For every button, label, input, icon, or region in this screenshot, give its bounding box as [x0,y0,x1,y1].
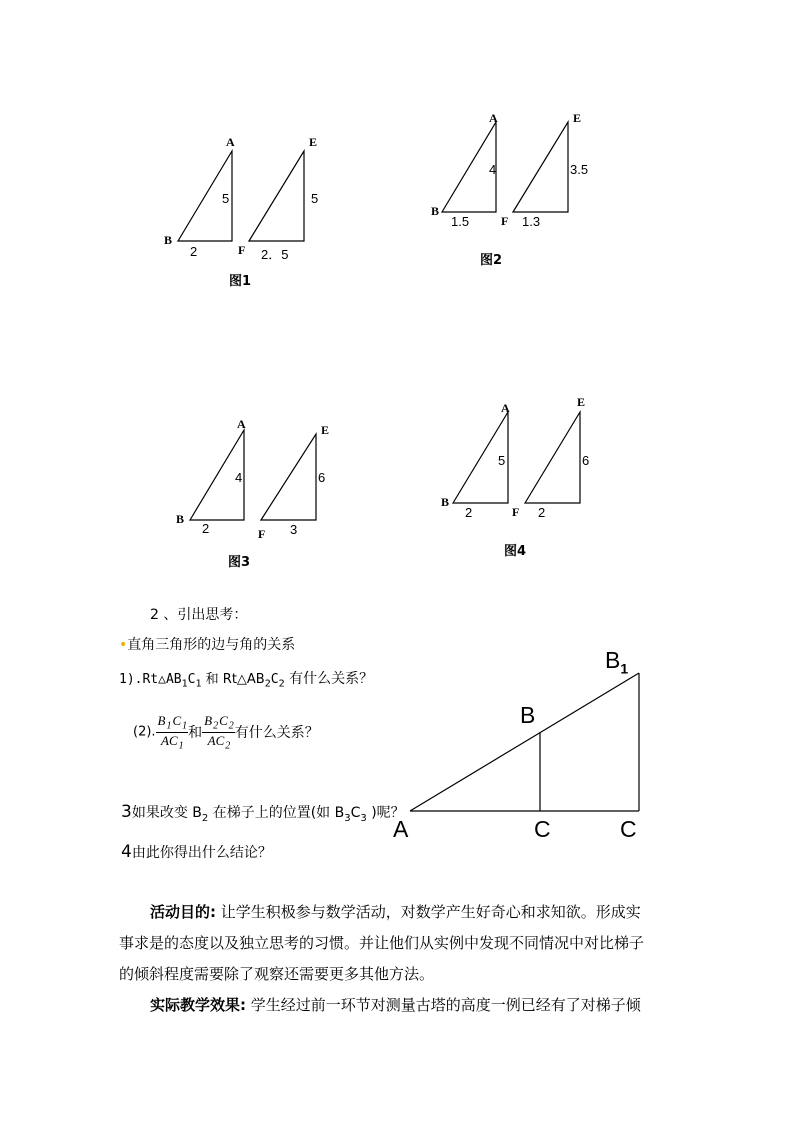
fig2-label-a: A [489,111,498,125]
fig4-caption: 图4 [504,544,527,559]
ladder-label-c: C [534,816,551,840]
fig1-right-base: 2．5 [261,247,289,262]
fig2-right-vertical: 3.5 [570,162,589,177]
fig2-right-base: 1.3 [522,214,541,229]
fig3-left-vertical: 4 [235,470,243,485]
ladder-label-b: B [520,702,536,728]
fig2-caption: 图2 [480,253,503,268]
fig1-label-a: A [226,135,235,149]
fraction-2: $\frac{B_2C_2}{AC_2}$ [204,713,234,752]
activity-line-1: 活动目的: 让学生积极参与数学活动，对数学产生好奇心和求知欲。形成实 [150,903,641,921]
ladder-hypotenuse [410,673,639,811]
fig1-label-e: E [309,135,318,149]
section-heading: 2 、引出思考： [150,607,248,623]
section-subheading-row [119,634,295,654]
fig4-label-b: B [441,495,450,509]
activity-label: 活动目的: [150,903,216,921]
fig3-label-f: F [258,527,266,541]
fig4-right-vertical: 6 [582,453,590,468]
fig1-caption: 图1 [229,274,252,289]
fig2-label-f: F [501,214,509,228]
fraction-1: $\frac{B_1C_1}{AC_1}$ [157,713,188,752]
fig2-left-base: 1.5 [451,214,470,229]
fig1-label-f: F [238,243,246,257]
question-1: $1).Rt\triangle AB_1C_1$ 和 $Rt\triangle AB_2C_2$ 有什么关系？ [119,671,374,690]
ladder-label-b1: $B_1$ [605,647,629,677]
fig4-label-a: A [501,401,510,415]
fig4-label-f: F [512,505,520,519]
question-4: 4由此你得出什么结论？ [121,842,272,862]
fig3-right-vertical: 6 [318,470,326,485]
fig3-label-b: B [176,512,185,526]
fig2-label-b: B [431,204,440,218]
effect-line-1: 实际教学效果: 学生经过前一环节对测量古塔的高度一例已经有了对梯子倾 [150,996,641,1014]
fig1-left-base: 2 [190,244,198,259]
fig3-left-base: 2 [202,521,210,536]
fig3-right-base: 3 [290,522,298,537]
section-subheading: 直角三角形的边与角的关系 [127,637,296,653]
activity-line-3: 的倾斜程度需要除了观察还需要更多其他方法。 [119,965,435,983]
fig3-caption: 图3 [228,555,251,570]
fig4-left-vertical: 5 [498,453,506,468]
ladder-label-a: A [393,816,409,842]
activity-line-2: 事求是的态度以及独立思考的习惯。并让他们从实例中发现不同情况中对比梯子 [119,934,645,952]
fig1-right-vertical: 5 [311,191,319,206]
fig2-left-vertical: 4 [489,162,497,177]
question-2: (2). $\frac{B_1C_1}{AC_1}$ 和 $\frac{B_2C_2}{AC_2}$ 有什么关系？ [133,713,319,752]
fig4-right-base: 2 [538,505,546,520]
fig4-label-e: E [577,395,586,409]
fig3-label-a: A [237,417,246,431]
ladder-label-c1: C [620,816,637,840]
fig1-label-b: B [164,233,173,247]
effect-label: 实际教学效果: [150,996,246,1014]
bullet-marker: • [119,637,128,653]
fig4-left-base: 2 [465,505,473,520]
fig1-left-vertical: 5 [222,191,230,206]
fig2-label-e: E [573,111,582,125]
fig3-label-e: E [321,423,330,437]
question-3: 3如果改变 $B_2$ 在梯子上的位置(如 $B_3C_3$ )呢？ [121,802,405,824]
